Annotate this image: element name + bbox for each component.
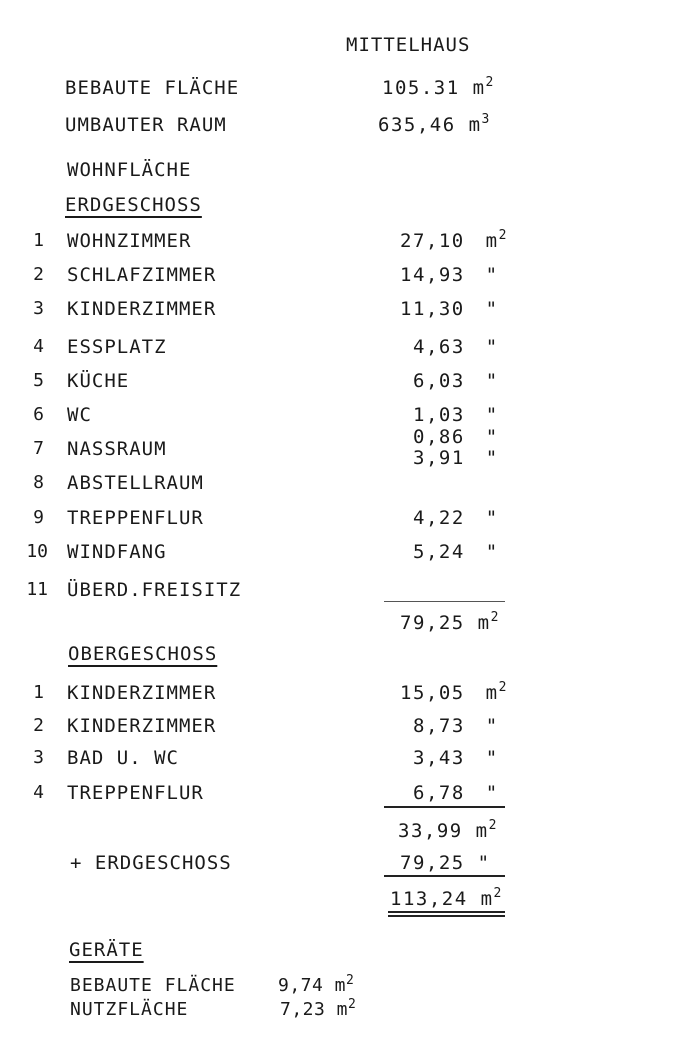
ground-floor-room-number: 9 — [33, 507, 44, 528]
ground-floor-room-area: 14,93 " — [400, 264, 499, 286]
ground-floor-room-number: 8 — [33, 472, 44, 493]
ground-floor-room-name: SCHLAFZIMMER — [67, 264, 217, 286]
grand-total-double-line-2 — [388, 915, 505, 917]
ground-floor-room-area: 5,24 " — [413, 541, 499, 563]
living-area-heading: WOHNFLÄCHE — [67, 159, 192, 181]
upper-floor-room-number: 3 — [33, 747, 44, 768]
built-area-value: 105.31 $m^2$ — [382, 75, 495, 99]
ground-floor-room-number: 6 — [33, 404, 44, 425]
ground-floor-room-name: KÜCHE — [67, 370, 130, 392]
volume-value: 635,46 $m^3$ — [378, 112, 491, 136]
ground-floor-room-name: TREPPENFLUR — [67, 507, 204, 529]
upper-floor-room-number: 1 — [33, 682, 44, 703]
ground-floor-room-number: 7 — [33, 438, 44, 459]
ground-floor-room-name: WOHNZIMMER — [67, 230, 192, 252]
ground-floor-room-area: 4,22 " — [413, 507, 499, 529]
upper-floor-room-number: 4 — [33, 782, 44, 803]
grand-total-line-top — [384, 875, 505, 877]
ground-floor-room-number: 4 — [33, 336, 44, 357]
ground-floor-room-name: ESSPLATZ — [67, 336, 167, 358]
ground-floor-heading: ERDGESCHOSS — [65, 194, 202, 216]
built-area-label: BEBAUTE FLÄCHE — [65, 77, 240, 99]
upper-floor-room-area: 3,43 " — [413, 747, 499, 769]
ground-floor-sum-line — [384, 601, 505, 602]
ground-floor-room-area: 11,30 " — [400, 298, 499, 320]
upper-floor-room-name: KINDERZIMMER — [67, 715, 217, 737]
upper-floor-room-name: KINDERZIMMER — [67, 682, 217, 704]
upper-floor-room-name: TREPPENFLUR — [67, 782, 204, 804]
ground-floor-room-area: 0,86 " — [413, 426, 499, 448]
ground-floor-room-number: 3 — [33, 298, 44, 319]
upper-floor-heading: OBERGESCHOSS — [68, 643, 218, 665]
upper-floor-subtotal: 33,99 $m^2$ — [398, 818, 498, 842]
upper-floor-room-area: 15,05 $m^2$ — [400, 680, 508, 704]
ground-floor-room-name: WINDFANG — [67, 541, 167, 563]
ground-floor-total: 79,25 $m^2$ — [400, 610, 500, 634]
ground-floor-room-area: 27,10 $m^2$ — [400, 228, 508, 252]
devices-built-area-value: 9,74 $m^2$ — [278, 973, 355, 996]
devices-usable-area-value: 7,23 $m^2$ — [280, 997, 357, 1020]
ground-floor-room-number: 2 — [33, 264, 44, 285]
ground-floor-room-area: 1,03 " — [413, 404, 499, 426]
ground-floor-room-number: 1 — [33, 230, 44, 251]
ground-floor-room-number: 5 — [33, 370, 44, 391]
plus-ground-floor-value: 79,25 " — [400, 852, 491, 874]
column-heading: MITTELHAUS — [346, 34, 471, 56]
ground-floor-room-name: ABSTELLRAUM — [67, 472, 204, 494]
ground-floor-room-name: ÜBERD.FREISITZ — [67, 579, 242, 601]
upper-floor-sum-line — [384, 806, 505, 808]
ground-floor-room-name: WC — [67, 404, 92, 426]
upper-floor-room-number: 2 — [33, 715, 44, 736]
grand-total-value: 113,24 $m^2$ — [390, 886, 503, 910]
devices-heading: GERÄTE — [69, 939, 144, 961]
ground-floor-room-number: 11 — [26, 579, 48, 600]
ground-floor-room-area: 4,63 " — [413, 336, 499, 358]
ground-floor-room-name: NASSRAUM — [67, 438, 167, 460]
devices-usable-area-label: NUTZFLÄCHE — [70, 999, 189, 1020]
devices-built-area-label: BEBAUTE FLÄCHE — [70, 975, 236, 996]
ground-floor-room-name: KINDERZIMMER — [67, 298, 217, 320]
plus-ground-floor-label: + ERDGESCHOSS — [70, 852, 232, 874]
volume-label: UMBAUTER RAUM — [65, 114, 227, 136]
ground-floor-room-number: 10 — [26, 541, 48, 562]
ground-floor-room-area: 3,91 " — [413, 447, 499, 469]
upper-floor-room-name: BAD U. WC — [67, 747, 179, 769]
upper-floor-room-area: 8,73 " — [413, 715, 499, 737]
upper-floor-room-area: 6,78 " — [413, 782, 499, 804]
ground-floor-room-area: 6,03 " — [413, 370, 499, 392]
grand-total-double-line-1 — [388, 911, 505, 913]
